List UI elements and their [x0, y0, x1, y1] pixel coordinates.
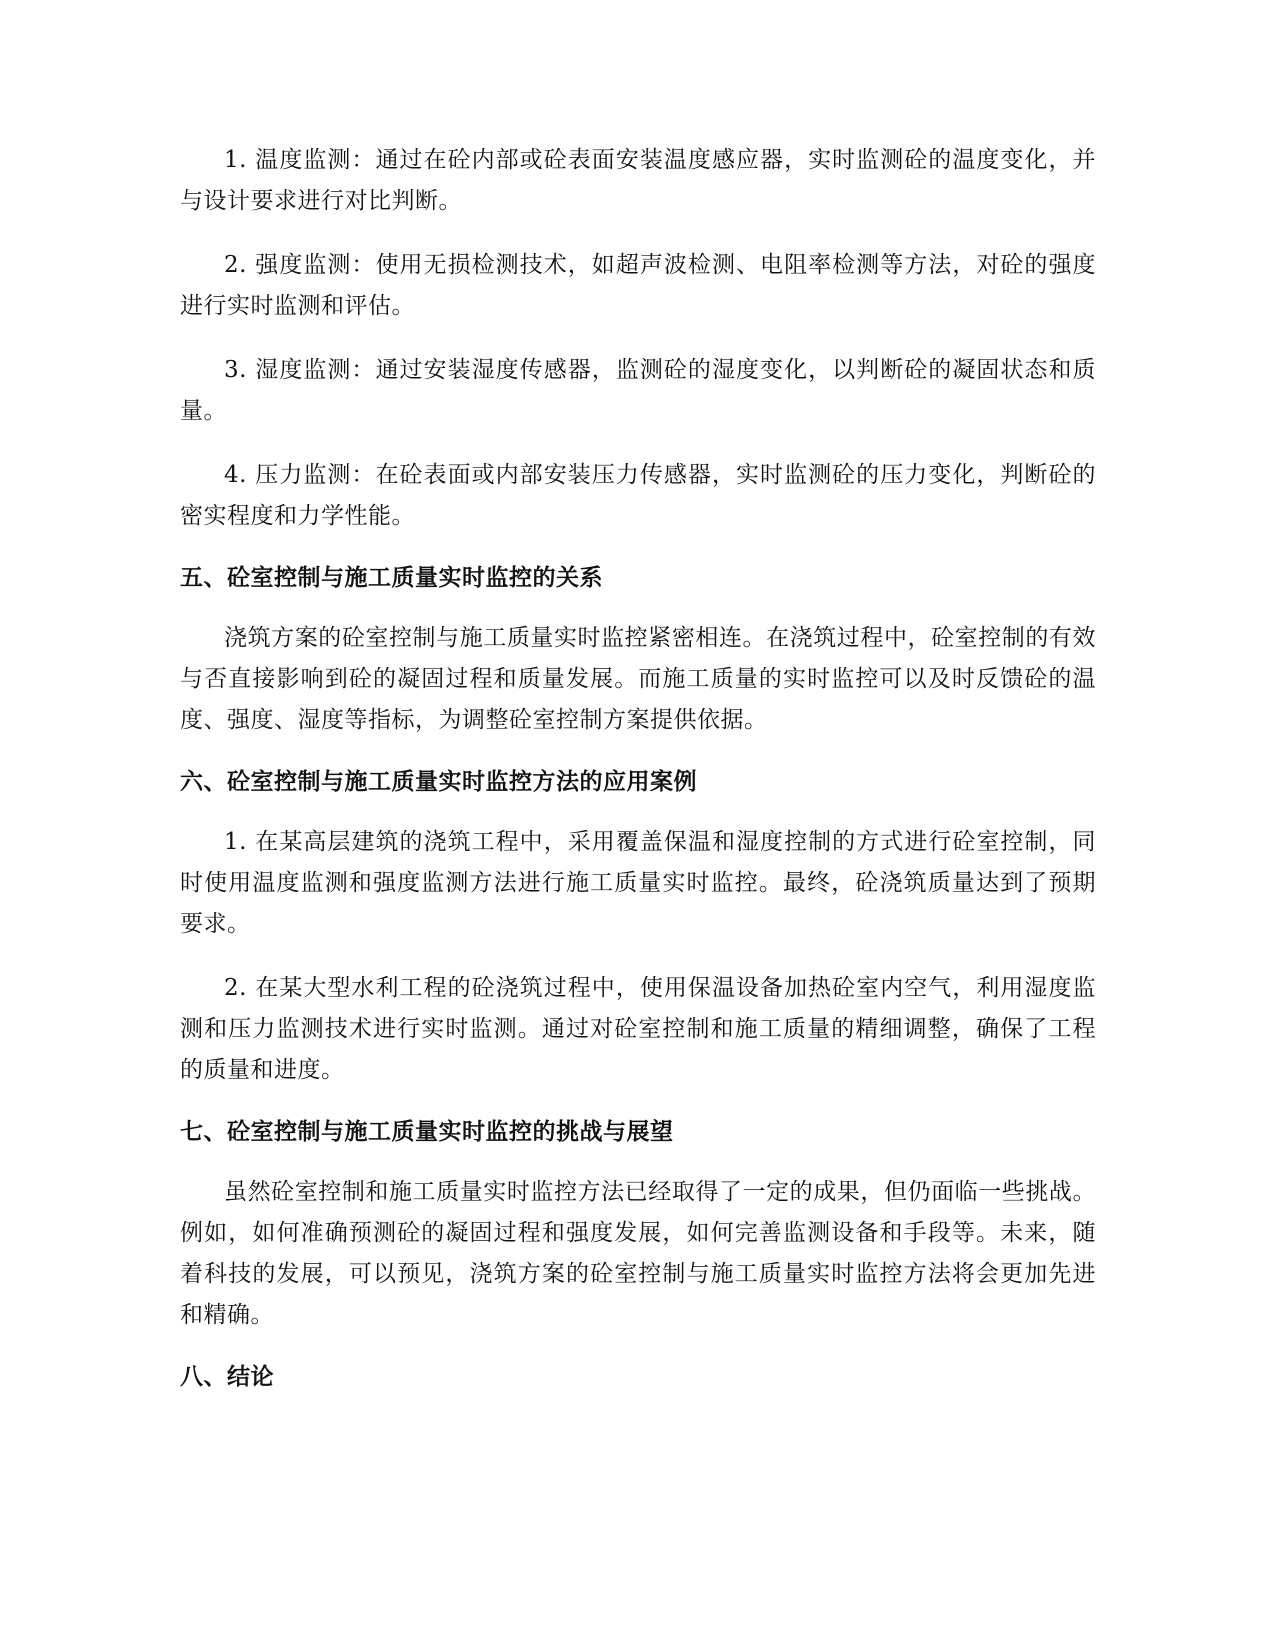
document-page: [180, 140, 1096, 1417]
section-heading-conclusion: 八、结论: [180, 1364, 274, 1390]
case-paragraph-water-conservancy: 2. 在某大型水利工程的砼浇筑过程中，使用保温设备加热砼室内空气，利用湿度监测和压力监测技术进行实时监测。通过对砼室控制和施工质量的精细调整，确保了工程的质量和进度。: [180, 975, 1096, 1083]
list-item-pressure-monitoring: 4. 压力监测：在砼表面或内部安装压力传感器，实时监测砼的压力变化，判断砼的密实程度和力学性能。: [180, 462, 1096, 529]
list-item-strength-monitoring: 2. 强度监测：使用无损检测技术，如超声波检测、电阻率检测等方法，对砼的强度进行实时监测和评估。: [180, 252, 1096, 319]
section-heading-relationship: 五、砼室控制与施工质量实时监控的关系: [180, 565, 603, 591]
section-paragraph-relationship: 浇筑方案的砼室控制与施工质量实时监控紧密相连。在浇筑过程中，砼室控制的有效与否直接影响到砼的凝固过程和质量发展。而施工质量的实时监控可以及时反馈砼的温度、强度、湿度等指标，为调整砼室控制方案提供依据。: [180, 625, 1096, 733]
list-item-temperature-monitoring: 1. 温度监测：通过在砼内部或砼表面安装温度感应器，实时监测砼的温度变化，并与设计要求进行对比判断。: [180, 147, 1096, 214]
case-paragraph-high-rise: 1. 在某高层建筑的浇筑工程中，采用覆盖保温和湿度控制的方式进行砼室控制，同时使用温度监测和强度监测方法进行施工质量实时监控。最终，砼浇筑质量达到了预期要求。: [180, 829, 1096, 937]
list-item-humidity-monitoring: 3. 湿度监测：通过安装湿度传感器，监测砼的湿度变化，以判断砼的凝固状态和质量。: [180, 357, 1096, 424]
section-paragraph-challenges: 虽然砼室控制和施工质量实时监控方法已经取得了一定的成果，但仍面临一些挑战。例如，如何准确预测砼的凝固过程和强度发展，如何完善监测设备和手段等。未来，随着科技的发展，可以预见，浇筑方案的砼室控制与施工质量实时监控方法将会更加先进和精确。: [180, 1179, 1096, 1328]
section-heading-application-cases: 六、砼室控制与施工质量实时监控方法的应用案例: [180, 769, 697, 795]
section-heading-challenges: 七、砼室控制与施工质量实时监控的挑战与展望: [180, 1119, 674, 1145]
